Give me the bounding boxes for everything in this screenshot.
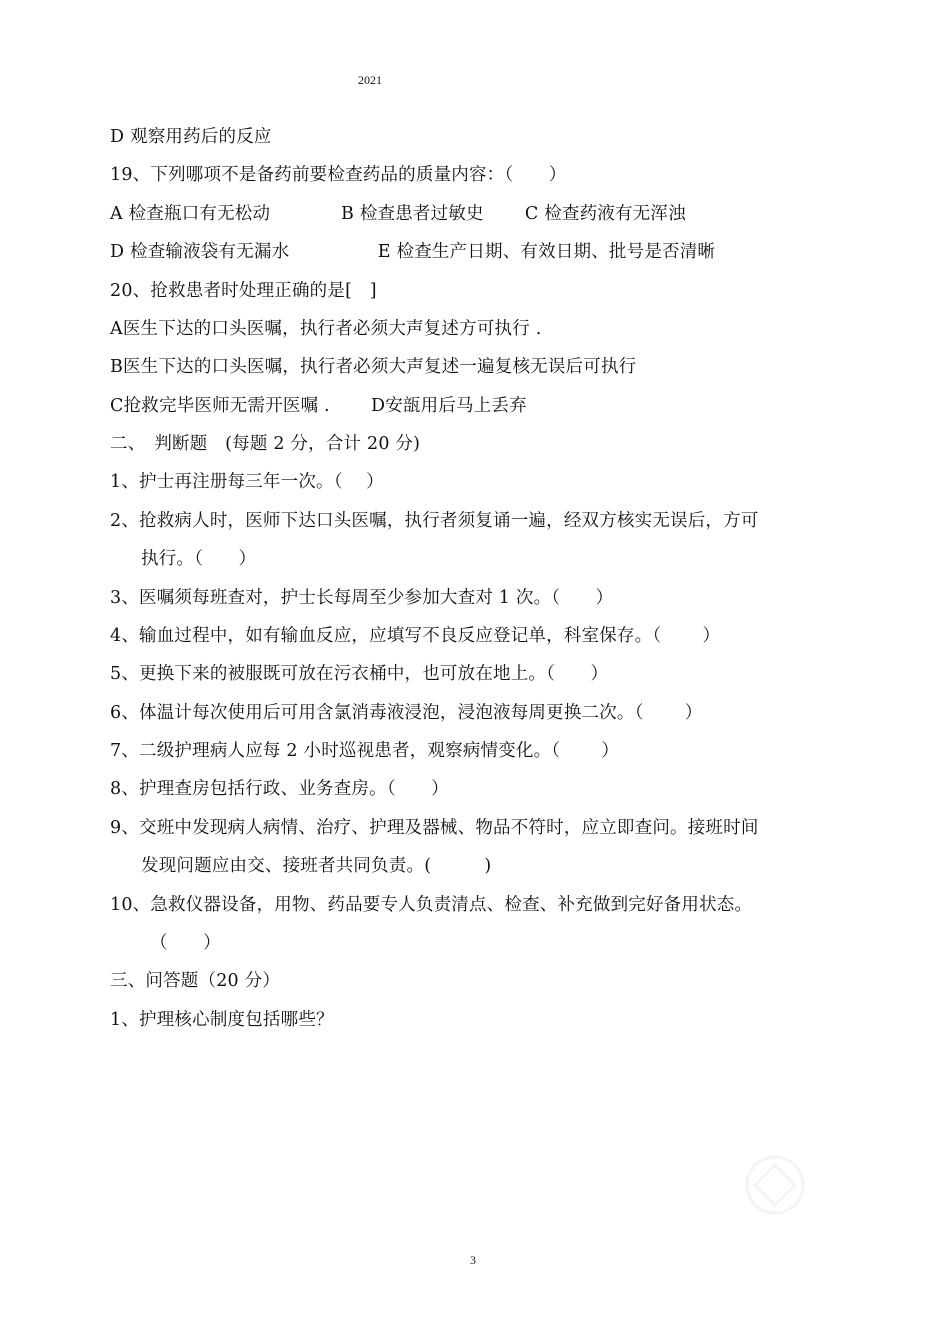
section-heading-qa: 三、问答题（20 分）	[110, 971, 281, 991]
options-19-abc: A 检查瓶口有无松动 B 检查患者过敏史 C 检查药液有无浑浊	[110, 204, 686, 224]
judgment-item-1: 1、护士再注册每三年一次。（ ）	[110, 472, 384, 492]
options-19-de: D 检查输液袋有无漏水 E 检查生产日期、有效日期、批号是否清晰	[110, 242, 716, 262]
option-line: D 观察用药后的反应	[110, 127, 272, 147]
judgment-item-10: 10、急救仪器设备，用物、药品要专人负责清点、检查、补充做到完好备用状态。	[110, 895, 753, 915]
watermark-mark	[730, 1150, 820, 1220]
question-20: 20、抢救患者时处理正确的是[ ]	[110, 281, 377, 301]
qa-item-1: 1、护理核心制度包括哪些？	[110, 1010, 334, 1030]
judgment-item-3: 3、医嘱须每班查对，护士长每周至少参加大查对 1 次。（ ）	[110, 588, 614, 608]
judgment-item-4: 4、输血过程中，如有输血反应，应填写不良反应登记单，科室保存。（ ）	[110, 626, 721, 646]
section-heading-judgment: 二、 判断题 (每题 2 分，合计 20 分)	[110, 434, 421, 454]
judgment-item-9: 9、交班中发现病人病情、治疗、护理及器械、物品不符时，应立即查问。接班时间	[110, 818, 759, 838]
judgment-item-2-cont: 执行。（ ）	[141, 549, 257, 569]
judgment-item-8: 8、护理查房包括行政、业务查房。（ ）	[110, 779, 449, 799]
judgment-item-6: 6、体温计每次使用后可用含氯消毒液浸泡，浸泡液每周更换二次。（ ）	[110, 703, 703, 723]
judgment-item-10-cont: （ ）	[150, 933, 221, 953]
page-number: 3	[470, 1253, 476, 1267]
judgment-item-9-cont: 发现问题应由交、接班者共同负责。( )	[141, 856, 492, 876]
page-header: 2021	[358, 73, 382, 87]
option-20-b: B医生下达的口头医嘱，执行者必须大声复述一遍复核无误后可执行	[110, 357, 637, 377]
options-20-cd: C抢救完毕医师无需开医嘱 . D安瓿用后马上丢弃	[110, 396, 527, 416]
judgment-item-7: 7、二级护理病人应每 2 小时巡视患者，观察病情变化。（ ）	[110, 741, 620, 761]
judgment-item-5: 5、更换下来的被服既可放在污衣桶中，也可放在地上。（ ）	[110, 664, 609, 684]
judgment-item-2: 2、抢救病人时，医师下达口头医嘱，执行者须复诵一遍，经双方核实无误后，方可	[110, 511, 759, 531]
question-19: 19、下列哪项不是备药前要检查药品的质量内容：（ ）	[110, 165, 567, 185]
option-20-a: A医生下达的口头医嘱，执行者必须大声复述方可执行 .	[110, 319, 542, 339]
